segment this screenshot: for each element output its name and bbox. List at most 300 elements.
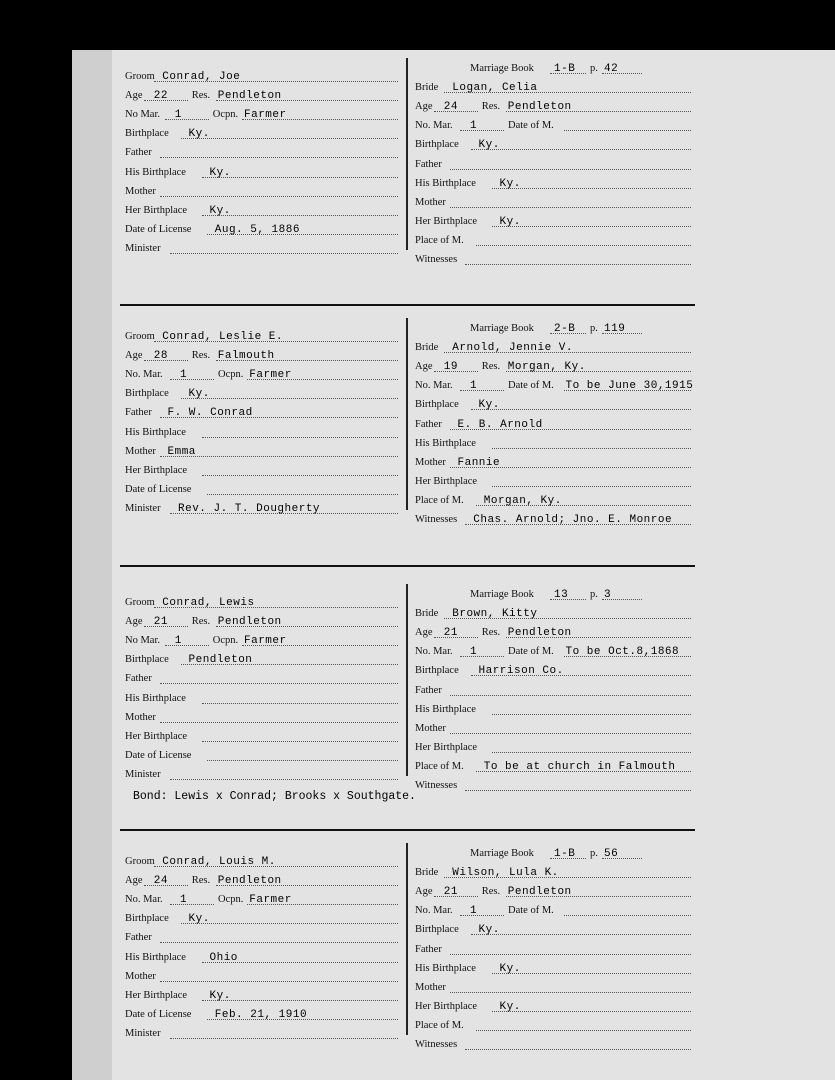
bride-field-place-of-m xyxy=(410,1015,695,1034)
field-value: Pendleton xyxy=(217,90,282,103)
field-label: Birthplace xyxy=(125,654,169,666)
field-label: Mother xyxy=(415,722,446,734)
field-dots xyxy=(564,130,692,131)
field-label: Date of M. xyxy=(508,905,554,917)
field-dots xyxy=(160,722,399,723)
field-value: Falmouth xyxy=(217,350,275,363)
groom-field-minister xyxy=(120,1023,402,1042)
field-dots xyxy=(160,196,399,197)
groom-field-mother xyxy=(120,181,402,200)
marriage-record xyxy=(120,843,695,1051)
field-label: His Birthplace xyxy=(415,962,476,974)
field-dots xyxy=(160,942,399,943)
field-label: Birthplace xyxy=(415,399,459,411)
field-value: Ky. xyxy=(188,913,210,926)
field-value: Wilson, Lula K. xyxy=(452,867,559,880)
groom-field-no-mar xyxy=(120,364,402,383)
field-dots xyxy=(460,130,504,131)
field-label: Res. xyxy=(191,616,211,628)
field-label: Minister xyxy=(125,242,161,254)
bride-field-her-birthplace xyxy=(410,996,695,1015)
field-label: Date of M. xyxy=(508,120,554,132)
field-dots xyxy=(450,207,692,208)
groom-field-minister xyxy=(120,498,402,517)
bride-field-no-mar xyxy=(410,641,695,660)
field-dots xyxy=(492,448,692,449)
bride-field-her-birthplace xyxy=(410,471,695,490)
field-dots xyxy=(465,1049,691,1050)
field-label: Age xyxy=(415,627,433,639)
bride-field-no-mar xyxy=(410,115,695,134)
groom-field-date-of-license xyxy=(120,219,402,238)
field-label: Mother xyxy=(415,981,446,993)
field-label: Birthplace xyxy=(125,913,169,925)
groom-field-age xyxy=(120,85,402,104)
field-value: Logan, Celia xyxy=(452,82,538,95)
groom-field-his-birthplace xyxy=(120,946,402,965)
bride-field-mother xyxy=(410,718,695,737)
field-label: Father xyxy=(415,684,442,696)
field-label: Father xyxy=(415,418,442,430)
column-divider xyxy=(406,318,408,510)
field-dots xyxy=(181,923,399,924)
column-divider xyxy=(406,843,408,1035)
field-dots xyxy=(170,253,398,254)
field-dots xyxy=(476,1030,691,1031)
field-label: Mother xyxy=(125,445,156,457)
field-value: Rev. J. T. Dougherty xyxy=(178,502,321,515)
field-value: Pendleton xyxy=(217,875,282,888)
field-value: 21 xyxy=(443,886,458,899)
groom-field-her-birthplace xyxy=(120,200,402,219)
bride-field-age xyxy=(410,96,695,115)
field-label: Her Birthplace xyxy=(125,204,188,216)
field-value: F. W. Conrad xyxy=(167,407,253,420)
field-value: 24 xyxy=(443,101,458,114)
page-number: 42 xyxy=(604,63,619,76)
field-label: Bride xyxy=(415,82,439,94)
bride-field-her-birthplace xyxy=(410,737,695,756)
field-dots xyxy=(460,656,504,657)
bride-field-age xyxy=(410,356,695,375)
field-label: No. Mar. xyxy=(415,646,453,658)
page-label: p. xyxy=(590,589,598,601)
field-dots xyxy=(160,683,399,684)
field-value: Ky. xyxy=(499,215,521,228)
field-dots xyxy=(170,1038,398,1039)
groom-field-birthplace xyxy=(120,383,402,402)
marriage-book-line xyxy=(410,584,695,603)
field-label: Res. xyxy=(191,875,211,887)
bride-column xyxy=(410,843,695,1053)
field-label: His Birthplace xyxy=(415,437,476,449)
bride-field-place-of-m xyxy=(410,756,695,775)
field-dots xyxy=(181,138,399,139)
bride-field-his-birthplace xyxy=(410,699,695,718)
record-divider xyxy=(120,304,695,306)
field-value: 22 xyxy=(153,90,168,103)
groom-field-her-birthplace xyxy=(120,985,402,1004)
field-dots xyxy=(202,177,399,178)
field-dots xyxy=(160,157,399,158)
field-dots xyxy=(465,790,691,791)
field-value: Pendleton xyxy=(507,627,572,640)
groom-field-date-of-license xyxy=(120,479,402,498)
field-dots xyxy=(181,398,399,399)
field-label: Res. xyxy=(481,361,501,373)
field-dots xyxy=(476,245,691,246)
field-label: Date of License xyxy=(125,749,192,761)
field-label: Father xyxy=(415,943,442,955)
field-label: Place of M. xyxy=(415,494,464,506)
groom-field-father xyxy=(120,668,402,687)
groom-field-age xyxy=(120,611,402,630)
groom-column xyxy=(120,592,402,783)
field-value: Ky. xyxy=(478,139,500,152)
groom-field-mother xyxy=(120,441,402,460)
field-dots xyxy=(471,409,692,410)
field-label: Father xyxy=(125,673,152,685)
bride-field-birthplace xyxy=(410,919,695,938)
field-label: Minister xyxy=(125,1027,161,1039)
groom-column xyxy=(120,66,402,257)
field-label: Her Birthplace xyxy=(415,1000,478,1012)
field-value: Farmer xyxy=(249,894,292,907)
bride-field-father xyxy=(410,938,695,957)
field-label: Mother xyxy=(415,196,446,208)
field-label: Res. xyxy=(481,627,501,639)
column-divider xyxy=(406,584,408,776)
field-dots xyxy=(202,741,399,742)
groom-field-father xyxy=(120,402,402,421)
field-dots xyxy=(492,188,692,189)
field-value: Conrad, Louis M. xyxy=(162,856,276,869)
field-dots xyxy=(460,390,504,391)
bride-field-father xyxy=(410,679,695,698)
bond-note: Bond: Lewis x Conrad; Brooks x Southgate. xyxy=(133,790,416,803)
field-value: Farmer xyxy=(249,369,292,382)
field-dots xyxy=(492,752,692,753)
field-label: No. Mar. xyxy=(125,894,163,906)
field-value: Pendleton xyxy=(507,101,572,114)
bride-field-his-birthplace xyxy=(410,173,695,192)
groom-field-birthplace xyxy=(120,123,402,142)
groom-field-father xyxy=(120,927,402,946)
field-dots xyxy=(207,760,398,761)
bride-field-her-birthplace xyxy=(410,211,695,230)
field-value: 1 xyxy=(470,380,478,393)
bride-field-birthplace xyxy=(410,134,695,153)
field-value: Ky. xyxy=(499,1000,521,1013)
field-label: Date of License xyxy=(125,1008,192,1020)
field-value: Ky. xyxy=(478,399,500,412)
field-label: Age xyxy=(415,101,433,113)
field-label: Father xyxy=(125,932,152,944)
field-label: Age xyxy=(125,90,143,102)
field-label: No Mar. xyxy=(125,635,160,647)
groom-field-her-birthplace xyxy=(120,726,402,745)
field-label: Res. xyxy=(481,886,501,898)
bride-field-his-birthplace xyxy=(410,433,695,452)
field-label: Age xyxy=(125,350,143,362)
field-label: Bride xyxy=(415,342,439,354)
field-dots xyxy=(165,645,209,646)
field-dots xyxy=(202,215,399,216)
record-divider xyxy=(120,565,695,567)
field-value: To be at church in Falmouth xyxy=(483,760,676,773)
field-value: Conrad, Lewis xyxy=(162,597,255,610)
field-dots xyxy=(170,379,214,380)
groom-field-his-birthplace xyxy=(120,161,402,180)
field-dots xyxy=(450,954,692,955)
bride-field-bride xyxy=(410,603,695,622)
field-value: Conrad, Leslie E. xyxy=(162,331,283,344)
field-label: No. Mar. xyxy=(125,369,163,381)
page-label: p. xyxy=(590,63,598,75)
bride-field-no-mar xyxy=(410,375,695,394)
groom-field-date-of-license xyxy=(120,1004,402,1023)
groom-field-birthplace xyxy=(120,649,402,668)
field-value: Pendleton xyxy=(188,654,253,667)
field-value: Ky. xyxy=(499,962,521,975)
field-label: Age xyxy=(415,361,433,373)
field-dots xyxy=(492,226,692,227)
groom-field-groom xyxy=(120,592,402,611)
page-number: 3 xyxy=(604,589,612,602)
field-value: Brown, Kitty xyxy=(452,608,538,621)
field-label: Groom xyxy=(125,71,155,83)
field-label: Ocpn. xyxy=(212,635,239,647)
field-label: Father xyxy=(415,158,442,170)
page-number: 119 xyxy=(604,323,626,336)
field-dots xyxy=(202,475,399,476)
field-dots xyxy=(460,915,504,916)
book-label: Marriage Book xyxy=(470,848,534,860)
field-dots xyxy=(450,733,692,734)
field-label: No Mar. xyxy=(125,109,160,121)
field-label: Mother xyxy=(125,185,156,197)
bride-field-father xyxy=(410,413,695,432)
book-label: Marriage Book xyxy=(470,63,534,75)
field-label: Place of M. xyxy=(415,1019,464,1031)
bride-field-father xyxy=(410,153,695,172)
field-label: No. Mar. xyxy=(415,905,453,917)
field-label: Age xyxy=(125,616,143,628)
field-dots xyxy=(202,1000,399,1001)
field-value: 1 xyxy=(180,894,188,907)
field-value: Ohio xyxy=(209,951,238,964)
bride-field-no-mar xyxy=(410,900,695,919)
field-label: Witnesses xyxy=(415,780,458,792)
field-dots xyxy=(202,703,399,704)
bride-field-bride xyxy=(410,862,695,881)
groom-field-groom xyxy=(120,851,402,870)
field-label: Her Birthplace xyxy=(415,475,478,487)
field-dots xyxy=(450,992,692,993)
groom-field-date-of-license xyxy=(120,745,402,764)
field-label: His Birthplace xyxy=(415,703,476,715)
column-divider xyxy=(406,58,408,250)
field-label: Res. xyxy=(191,350,211,362)
field-label: Witnesses xyxy=(415,254,458,266)
field-value: 1 xyxy=(470,120,478,133)
bride-field-bride xyxy=(410,77,695,96)
marriage-record xyxy=(120,584,695,792)
field-label: Birthplace xyxy=(415,665,459,677)
field-dots xyxy=(492,1011,692,1012)
field-label: His Birthplace xyxy=(125,951,186,963)
bride-field-mother xyxy=(410,977,695,996)
bride-column xyxy=(410,584,695,794)
field-dots xyxy=(471,934,692,935)
field-value: Fannie xyxy=(457,456,501,469)
field-value: Ky. xyxy=(188,128,210,141)
field-label: Groom xyxy=(125,597,155,609)
record-divider xyxy=(120,829,695,831)
field-dots xyxy=(492,714,692,715)
bride-column xyxy=(410,58,695,268)
field-label: Witnesses xyxy=(415,514,458,526)
bride-field-place-of-m xyxy=(410,490,695,509)
field-dots xyxy=(471,149,692,150)
field-value: 1 xyxy=(180,369,188,382)
bride-field-witnesses xyxy=(410,249,695,268)
page-label: p. xyxy=(590,848,598,860)
groom-field-no-mar xyxy=(120,104,402,123)
field-label: Mother xyxy=(125,970,156,982)
page-margin xyxy=(72,50,112,1080)
groom-column xyxy=(120,851,402,1042)
bride-field-his-birthplace xyxy=(410,958,695,977)
field-value: Chas. Arnold; Jno. E. Monroe xyxy=(473,514,673,527)
bride-field-age xyxy=(410,881,695,900)
groom-field-age xyxy=(120,870,402,889)
page-number: 56 xyxy=(604,848,619,861)
bride-field-mother xyxy=(410,452,695,471)
groom-column xyxy=(120,326,402,517)
field-label: Birthplace xyxy=(415,924,459,936)
field-label: Ocpn. xyxy=(218,894,244,906)
groom-field-no-mar xyxy=(120,630,402,649)
groom-field-his-birthplace xyxy=(120,687,402,706)
field-label: Mother xyxy=(125,711,156,723)
field-label: Her Birthplace xyxy=(415,741,478,753)
field-label: His Birthplace xyxy=(125,692,186,704)
marriage-record xyxy=(120,318,695,527)
marriage-record xyxy=(120,58,695,266)
field-dots xyxy=(450,695,692,696)
field-value: 21 xyxy=(443,627,458,640)
field-value: 19 xyxy=(443,361,458,374)
field-value: 1 xyxy=(470,905,478,918)
field-value: Ky. xyxy=(478,924,500,937)
bride-field-birthplace xyxy=(410,660,695,679)
field-label: Minister xyxy=(125,768,161,780)
field-value: E. B. Arnold xyxy=(457,418,543,431)
book-number: 2-B xyxy=(554,323,576,336)
bride-column xyxy=(410,318,695,528)
bride-field-age xyxy=(410,622,695,641)
field-label: His Birthplace xyxy=(125,426,186,438)
field-label: Ocpn. xyxy=(212,109,239,121)
field-value: Ky. xyxy=(188,388,210,401)
field-value: 1 xyxy=(470,646,478,659)
book-label: Marriage Book xyxy=(470,589,534,601)
field-label: Age xyxy=(125,875,143,887)
field-value: Morgan, Ky. xyxy=(507,361,586,374)
field-label: Groom xyxy=(125,856,155,868)
field-dots xyxy=(202,437,399,438)
field-label: Date of M. xyxy=(508,380,554,392)
book-label: Marriage Book xyxy=(470,323,534,335)
bride-field-mother xyxy=(410,192,695,211)
bride-field-witnesses xyxy=(410,509,695,528)
field-dots xyxy=(450,169,692,170)
bride-field-place-of-m xyxy=(410,230,695,249)
field-value: Farmer xyxy=(244,109,287,122)
field-label: Age xyxy=(415,886,433,898)
field-dots xyxy=(492,973,692,974)
field-dots xyxy=(165,119,209,120)
field-label: Res. xyxy=(191,90,211,102)
field-value: Ky. xyxy=(209,989,231,1002)
groom-field-age xyxy=(120,345,402,364)
field-dots xyxy=(160,981,399,982)
field-dots xyxy=(564,915,692,916)
bride-field-witnesses xyxy=(410,1034,695,1053)
field-value: 24 xyxy=(153,875,168,888)
field-label: Her Birthplace xyxy=(415,215,478,227)
field-label: Birthplace xyxy=(125,128,169,140)
bride-field-bride xyxy=(410,337,695,356)
field-label: Minister xyxy=(125,502,161,514)
field-label: Her Birthplace xyxy=(125,730,188,742)
field-label: Place of M. xyxy=(415,760,464,772)
groom-field-mother xyxy=(120,966,402,985)
page-label: p. xyxy=(590,323,598,335)
field-dots xyxy=(207,494,398,495)
groom-field-minister xyxy=(120,238,402,257)
field-dots xyxy=(170,904,214,905)
field-value: Morgan, Ky. xyxy=(483,494,562,507)
field-label: No. Mar. xyxy=(415,380,453,392)
groom-field-groom xyxy=(120,326,402,345)
field-value: Arnold, Jennie V. xyxy=(452,342,573,355)
field-label: Date of License xyxy=(125,223,192,235)
field-dots xyxy=(492,486,692,487)
groom-field-minister xyxy=(120,764,402,783)
groom-field-father xyxy=(120,142,402,161)
field-label: Witnesses xyxy=(415,1039,458,1051)
field-value: Pendleton xyxy=(507,886,572,899)
field-label: Mother xyxy=(415,456,446,468)
groom-field-birthplace xyxy=(120,908,402,927)
field-label: His Birthplace xyxy=(125,166,186,178)
field-label: Father xyxy=(125,147,152,159)
field-label: His Birthplace xyxy=(415,177,476,189)
field-label: Birthplace xyxy=(415,139,459,151)
book-number: 1-B xyxy=(554,63,576,76)
groom-field-mother xyxy=(120,707,402,726)
field-value: Aug. 5, 1886 xyxy=(214,223,300,236)
field-label: Date of M. xyxy=(508,646,554,658)
field-value: Conrad, Joe xyxy=(162,71,241,84)
bride-field-witnesses xyxy=(410,775,695,794)
field-label: Groom xyxy=(125,331,155,343)
field-label: Bride xyxy=(415,867,439,879)
bride-field-birthplace xyxy=(410,394,695,413)
field-label: No. Mar. xyxy=(415,120,453,132)
